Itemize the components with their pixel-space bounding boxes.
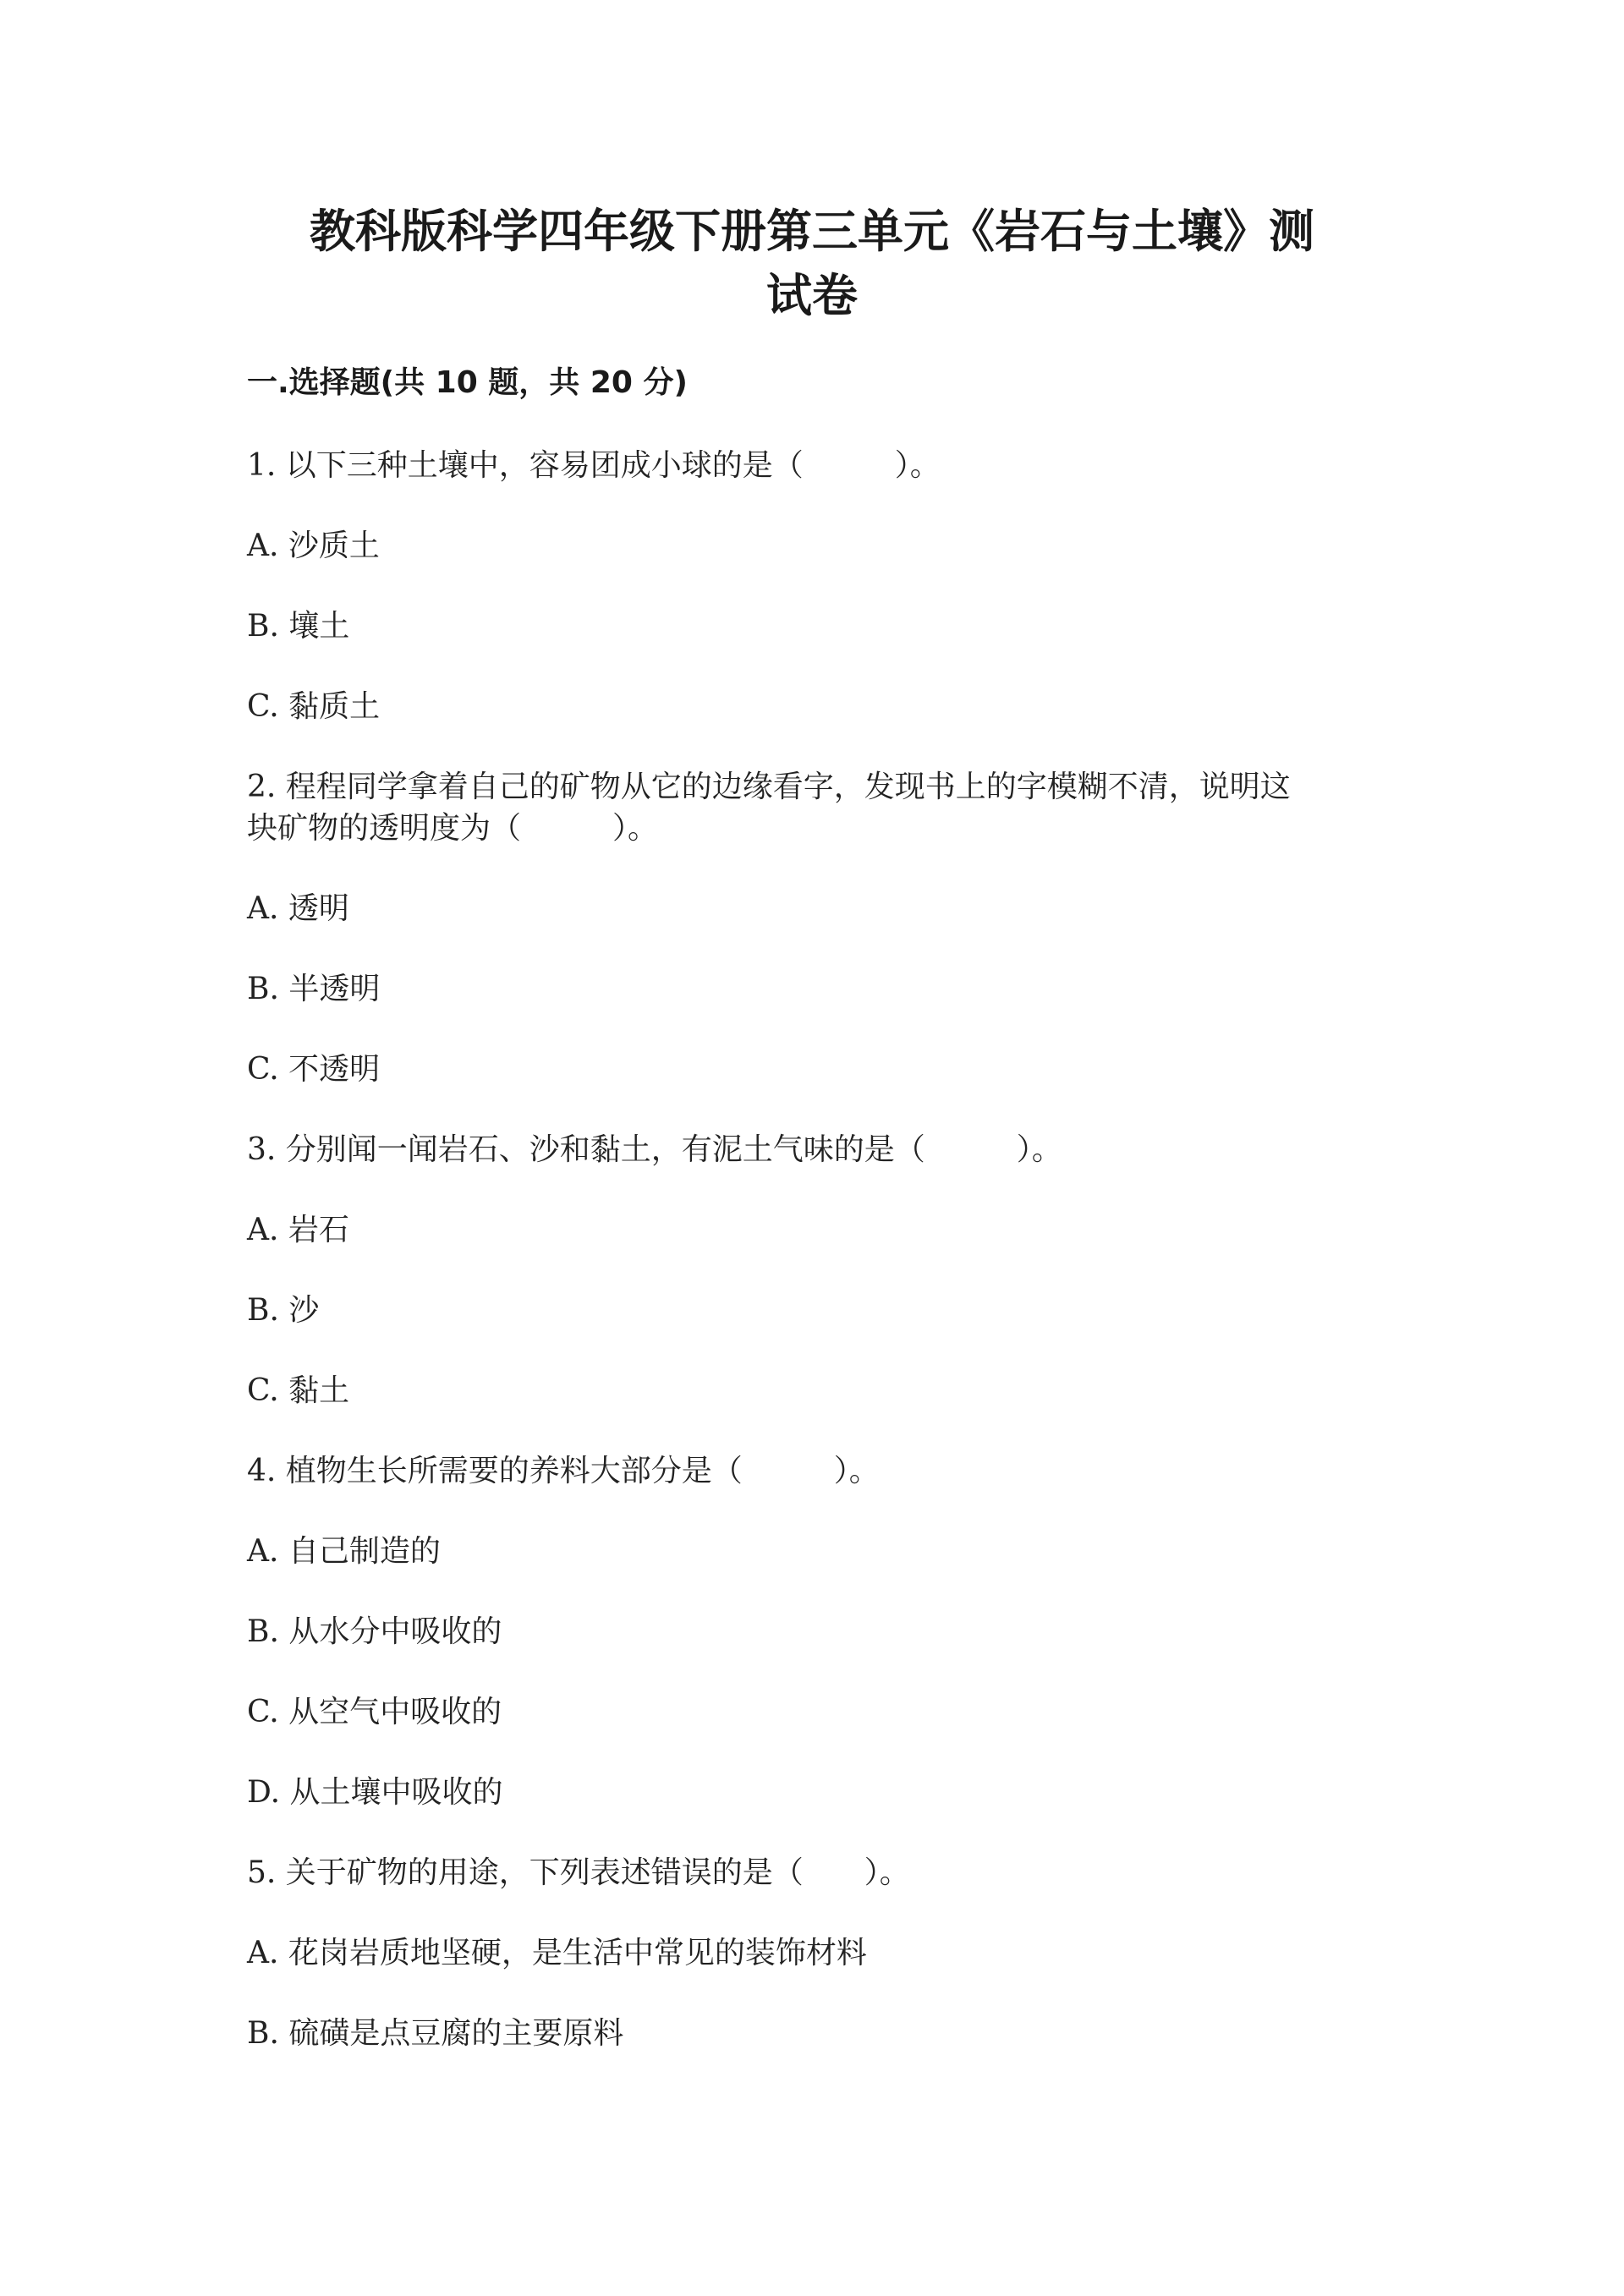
question-1-option-a: A. 沙质土 xyxy=(247,529,380,563)
exam-title-line-1: 教科版科学四年级下册第三单元《岩石与土壤》测 xyxy=(310,205,1314,258)
question-2-stem-line-1: 2. 程程同学拿着自己的矿物从它的边缘看字，发现书上的字模糊不清，说明这 xyxy=(247,770,1291,804)
question-3-option-c: C. 黏土 xyxy=(247,1373,350,1408)
question-4-option-c: C. 从空气中吸收的 xyxy=(247,1695,502,1729)
question-4-option-d: D. 从土壤中吸收的 xyxy=(247,1775,503,1810)
question-4-stem: 4. 植物生长所需要的养料大部分是（ ）。 xyxy=(247,1454,880,1488)
question-1-option-b: B. 壤土 xyxy=(247,609,350,644)
question-5-option-a: A. 花岗岩质地坚硬，是生活中常见的装饰材料 xyxy=(247,1936,867,1970)
question-4-option-a: A. 自己制造的 xyxy=(247,1534,441,1569)
exam-title-line-2: 试卷 xyxy=(766,269,858,322)
question-5-stem: 5. 关于矿物的用途，下列表述错误的是（ ）。 xyxy=(247,1855,910,1890)
question-1-option-c: C. 黏质土 xyxy=(247,689,381,724)
question-2-option-c: C. 不透明 xyxy=(247,1052,381,1087)
question-2-option-b: B. 半透明 xyxy=(247,972,381,1006)
question-3-option-b: B. 沙 xyxy=(247,1293,320,1328)
question-3-stem: 3. 分别闻一闻岩石、沙和黏土，有泥土气味的是（ ）。 xyxy=(247,1132,1062,1167)
question-5-option-b: B. 硫磺是点豆腐的主要原料 xyxy=(247,2016,624,2051)
question-1-stem: 1. 以下三种土壤中，容易团成小球的是（ ）。 xyxy=(247,448,941,483)
section-heading: 一.选择题(共 10 题，共 20 分) xyxy=(247,365,688,400)
question-2-option-a: A. 透明 xyxy=(247,891,349,926)
question-3-option-a: A. 岩石 xyxy=(247,1213,349,1247)
question-4-option-b: B. 从水分中吸收的 xyxy=(247,1614,502,1649)
question-2-stem-line-2: 块矿物的透明度为（ ）。 xyxy=(247,811,659,846)
